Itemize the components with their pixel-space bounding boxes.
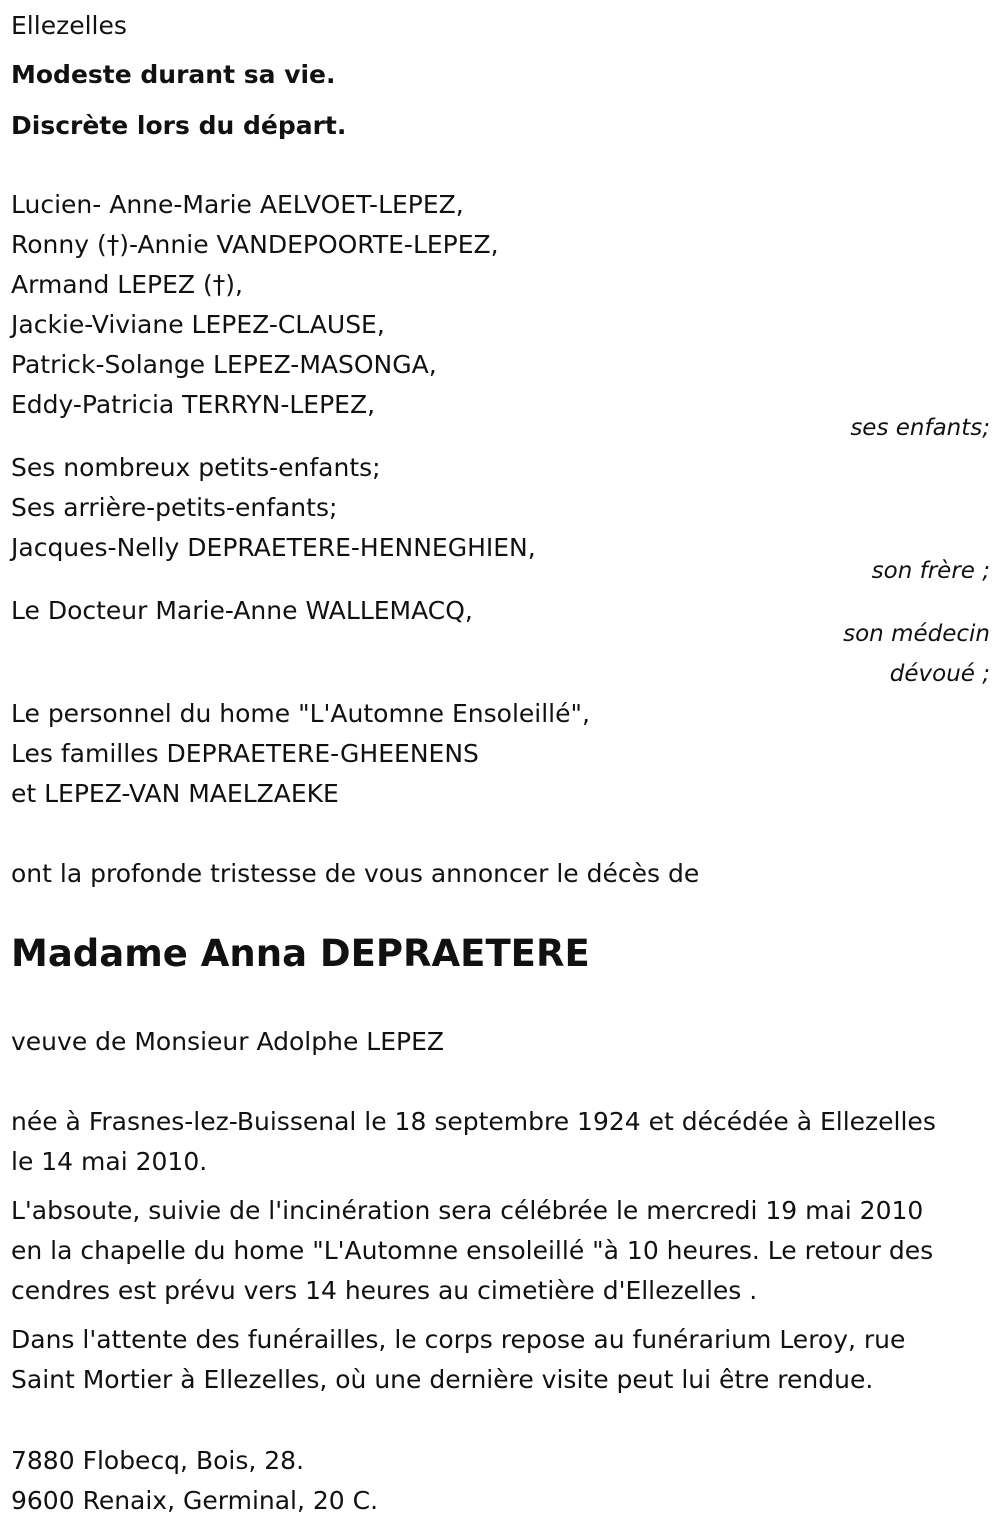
deceased-name: Madame Anna DEPRAETERE	[11, 932, 590, 975]
child-5: Patrick-Solange LEPEZ-MASONGA,	[11, 350, 437, 379]
ceremony-line-3: cendres est prévu vers 14 heures au cimetière d'Ellezelles .	[11, 1276, 758, 1305]
other-mourner-3: et LEPEZ-VAN MAELZAEKE	[11, 779, 339, 808]
motto-line-1: Modeste durant sa vie.	[11, 60, 336, 89]
child-4: Jackie-Viviane LEPEZ-CLAUSE,	[11, 310, 385, 339]
other-mourner-1: Le personnel du home "L'Automne Ensoleillé",	[11, 699, 590, 728]
doctor: Le Docteur Marie-Anne WALLEMACQ,	[11, 596, 473, 625]
widow-of: veuve de Monsieur Adolphe LEPEZ	[11, 1027, 445, 1056]
child-1: Lucien- Anne-Marie AELVOET-LEPEZ,	[11, 190, 464, 219]
brother-role: son frère ;	[871, 558, 990, 584]
grandchildren: Ses nombreux petits-enfants;	[11, 453, 381, 482]
child-6: Eddy-Patricia TERRYN-LEPEZ,	[11, 390, 376, 419]
doctor-role-line-2: dévoué ;	[889, 661, 990, 687]
visitation-line-1: Dans l'attente des funérailles, le corps repose au funérarium Leroy, rue	[11, 1325, 906, 1354]
great-grandchildren: Ses arrière-petits-enfants;	[11, 493, 338, 522]
other-mourner-2: Les familles DEPRAETERE-GHEENENS	[11, 739, 479, 768]
motto-line-2: Discrète lors du départ.	[11, 111, 347, 140]
birth-death-line-2: le 14 mai 2010.	[11, 1147, 208, 1176]
child-3: Armand LEPEZ (†),	[11, 270, 243, 299]
birth-death-line-1: née à Frasnes-lez-Buissenal le 18 septembre 1924 et décédée à Ellezelles	[11, 1107, 936, 1136]
child-2: Ronny (†)-Annie VANDEPOORTE-LEPEZ,	[11, 230, 499, 259]
children-role: ses enfants;	[850, 415, 990, 441]
location: Ellezelles	[11, 11, 127, 40]
ceremony-line-1: L'absoute, suivie de l'incinération sera célébrée le mercredi 19 mai 2010	[11, 1196, 924, 1225]
doctor-role-line-1: son médecin	[843, 621, 990, 647]
brother: Jacques-Nelly DEPRAETERE-HENNEGHIEN,	[11, 533, 536, 562]
ceremony-line-2: en la chapelle du home "L'Automne ensoleillé "à 10 heures. Le retour des	[11, 1236, 934, 1265]
address-1: 7880 Flobecq, Bois, 28.	[11, 1446, 305, 1475]
visitation-line-2: Saint Mortier à Ellezelles, où une dernière visite peut lui être rendue.	[11, 1365, 874, 1394]
announcement: ont la profonde tristesse de vous annoncer le décès de	[11, 859, 700, 888]
address-2: 9600 Renaix, Germinal, 20 C.	[11, 1486, 379, 1515]
